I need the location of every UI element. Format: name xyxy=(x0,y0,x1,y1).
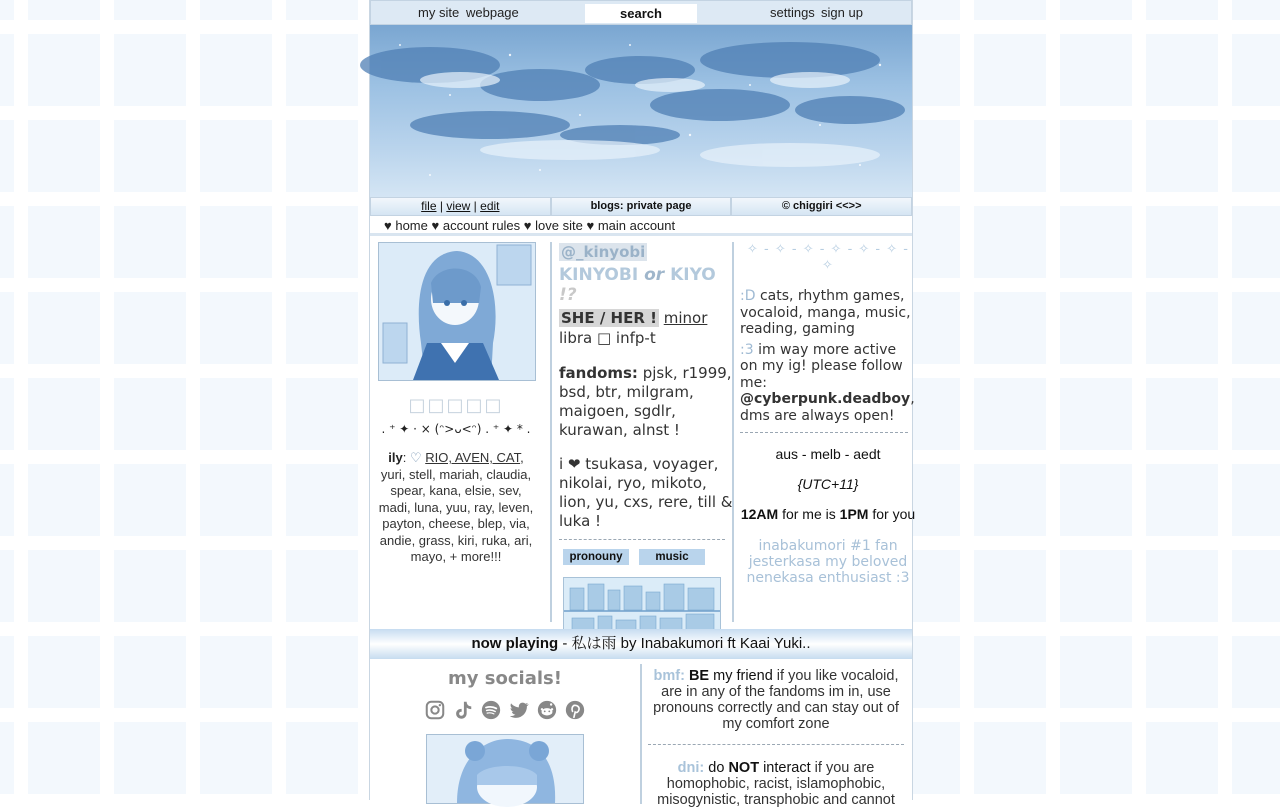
heart-icon: ♥ xyxy=(384,218,392,233)
fan-line: nenekasa enthusiast :3 xyxy=(746,570,910,586)
pinterest-icon[interactable] xyxy=(564,699,586,721)
pronouny-button[interactable]: pronouny xyxy=(563,549,629,565)
my-site-link[interactable]: my site xyxy=(418,5,460,20)
copyright-cell: © chiggiri <<>> xyxy=(731,197,912,216)
my-time: 12AM xyxy=(740,506,779,522)
fan-line: jesterkasa my beloved xyxy=(748,554,908,570)
file-view-edit-cell xyxy=(370,197,551,216)
name-primary: KINYOBI xyxy=(559,265,639,285)
heart-icon: ♡ xyxy=(409,450,422,465)
webpage-link[interactable]: webpage xyxy=(466,5,519,20)
name-suffix: !? xyxy=(559,285,577,305)
pronoun-badge: SHE / HER ! xyxy=(561,309,657,327)
header-banner-image xyxy=(370,25,912,197)
divider xyxy=(559,539,725,540)
fandoms-values: pjsk, r1999, bsd, btr, milgram, maigoen, sgdlr, kurawan, alnst ! xyxy=(559,364,732,439)
now-playing-song: - 私は雨 by Inabakumori ft Kaai Yuki.. xyxy=(562,635,811,652)
sparkle-divider: ✧ - ✧ - ✧ - ✧ - ✧ - ✧ - ✧ xyxy=(747,242,909,273)
menu-bar xyxy=(370,216,912,236)
divider xyxy=(740,432,908,433)
toolbar xyxy=(370,197,912,216)
instagram-text: im way more active on my ig! please follow me: xyxy=(740,341,903,391)
edit-menu[interactable]: edit xyxy=(480,199,500,213)
dni-text: if you are homophobic, racist, islamophobic, misogynistic, transphobic and cannot xyxy=(657,760,895,808)
fan-line: inabakumori #1 fan xyxy=(758,538,898,554)
socials-section xyxy=(370,662,640,802)
pronoun-line xyxy=(559,309,739,327)
name-glyphs: □□□□□ xyxy=(408,395,504,416)
menu-item-main-account[interactable]: main account xyxy=(597,218,676,233)
name-or: or xyxy=(644,265,665,285)
dni-label: dni: xyxy=(677,760,705,776)
top-nav xyxy=(370,0,912,25)
spotify-icon[interactable] xyxy=(480,699,502,721)
link-buttons xyxy=(559,549,739,565)
blogs-cell: blogs: private page xyxy=(551,197,732,216)
settings-link[interactable]: settings xyxy=(770,5,815,20)
heart-icon: ♥ xyxy=(431,218,440,233)
time-comparison xyxy=(740,507,916,522)
zodiac-mbti-line: libra □ infp-t xyxy=(559,329,656,347)
bmf-friend: my friend xyxy=(713,668,773,684)
character-image xyxy=(426,734,584,804)
interests-paragraph xyxy=(740,288,916,338)
separator: | xyxy=(439,199,443,213)
menu-item-love-site[interactable]: love site xyxy=(535,218,583,233)
dni-paragraph xyxy=(648,760,904,808)
now-playing-bar xyxy=(370,629,912,659)
time-connector: for me is xyxy=(782,506,836,522)
fandoms-label: fandoms: xyxy=(559,364,638,382)
social-icons xyxy=(370,699,640,721)
rules-section xyxy=(640,664,908,808)
bmf-label: bmf: xyxy=(653,668,685,684)
right-column xyxy=(732,242,916,622)
now-playing-label: now playing xyxy=(471,635,559,652)
utc-offset: {UTC+11} xyxy=(797,476,859,492)
twitter-icon[interactable] xyxy=(508,699,530,721)
fan-lines xyxy=(740,538,916,586)
interests-text: cats, rhythm games, vocaloid, manga, music, reading, gaming xyxy=(740,288,911,337)
left-column xyxy=(376,242,536,566)
separator: | xyxy=(473,199,477,213)
time-suffix: for you xyxy=(872,506,916,522)
bmf-text: if you like vocaloid, are in any of the fandoms im in, use pronouns correctly and can stay out of my comfort zone xyxy=(653,668,899,732)
dm-text: , dms are always open! xyxy=(740,391,915,424)
instagram-paragraph xyxy=(740,342,916,425)
avatar-illustration xyxy=(378,242,536,381)
loves-list: i ❤ tsukasa, voyager, nikolai, ryo, mikoto, lion, yu, cxs, rere, till & luka ! xyxy=(559,455,733,530)
file-menu[interactable]: file xyxy=(421,199,437,213)
search-button[interactable]: search xyxy=(585,4,697,23)
profile-page xyxy=(369,0,916,808)
view-menu[interactable]: view xyxy=(446,199,471,213)
dni-do: do xyxy=(708,760,725,776)
timezone-location: aus - melb - aedt xyxy=(775,446,881,462)
ily-names: , yuri, stell, mariah, claudia, spear, kana, elsie, sev, madi, luna, yuu, ray, leven, payton, cheese, blep, via, andie, grass, kiri, ruka, ari, mayo, + more!!! xyxy=(378,450,534,564)
divider xyxy=(648,744,904,745)
bmf-be: BE xyxy=(688,668,710,684)
dni-interact: interact xyxy=(763,760,811,776)
bmf-paragraph xyxy=(648,668,904,732)
username-handle: @_kinyobi xyxy=(561,243,646,261)
display-name xyxy=(559,265,739,305)
reddit-icon[interactable] xyxy=(536,699,558,721)
ily-featured: RIO, AVEN, CAT xyxy=(425,450,521,465)
dni-not: NOT xyxy=(728,760,760,776)
ily-list: ily: ♡ RIO, AVEN, CAT, yuri, stell, mariah, claudia, spear, kana, elsie, sev, madi, luna, yuu, ray, leven, payton, cheese, blep, via, andie, grass, kiri, ruka, ari, mayo, + more!!! xyxy=(378,450,534,564)
your-time: 1PM xyxy=(839,506,869,522)
fandoms-list xyxy=(559,364,739,440)
music-button[interactable]: music xyxy=(639,549,705,565)
tiktok-icon[interactable] xyxy=(452,699,474,721)
kaomoji-text: . ⁺ ✦ · × (ᵔ>ᴗ<ᵔ) . ⁺ ✦ * . xyxy=(381,422,531,436)
emoticon: :3 xyxy=(740,341,754,358)
emoticon: :D xyxy=(740,288,756,304)
socials-title: my socials! xyxy=(448,668,562,689)
cloud-sky-illustration xyxy=(370,25,912,197)
heart-icon: ♥ xyxy=(586,218,595,233)
instagram-icon[interactable] xyxy=(424,699,446,721)
middle-column xyxy=(550,242,739,622)
age-badge: minor xyxy=(663,309,708,327)
heart-icon: ♥ xyxy=(523,218,532,233)
instagram-handle[interactable]: @cyberpunk.deadboy xyxy=(740,391,911,407)
sign-up-link[interactable]: sign up xyxy=(821,5,863,20)
menu-item-account-rules[interactable]: account rules xyxy=(442,218,521,233)
ily-label: ily xyxy=(388,450,403,465)
name-alt: KIYO xyxy=(670,265,716,285)
menu-item-home[interactable]: home xyxy=(395,218,428,233)
